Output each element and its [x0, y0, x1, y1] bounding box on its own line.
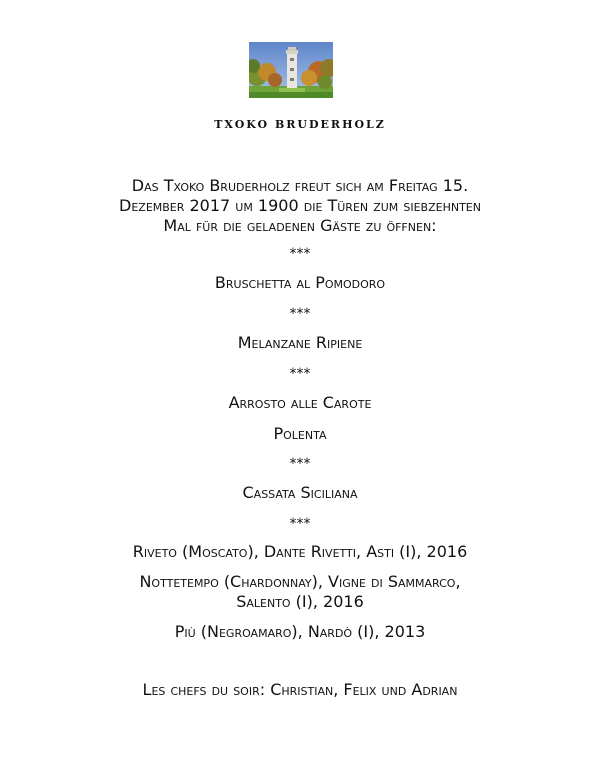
- separator: ***: [289, 306, 311, 322]
- intro-line-1: Das Txoko Bruderholz freut sich am Freitag 15.: [131, 176, 469, 195]
- wine-1: Riveto (Moscato), Dante Rivetti, Asti (I), 2016: [132, 542, 468, 561]
- wine-2-line-1: Nottetempo (Chardonnay), Vigne di Sammarco,: [139, 572, 461, 591]
- wine-3: Più (Negroamaro), Nardò (I), 2013: [174, 622, 426, 641]
- wine-2-line-2: Salento (I), 2016: [236, 592, 364, 611]
- separator: ***: [289, 516, 311, 532]
- course-starter: Bruschetta al Pomodoro: [214, 273, 386, 292]
- course-dessert: Cassata Siciliana: [242, 483, 358, 502]
- chefs-line: Les chefs du soir: Christian, Felix und Adrian: [142, 680, 458, 699]
- intro-line-2: Dezember 2017 um 1900 die Türen zum siebzehnten: [119, 196, 481, 215]
- separator: ***: [289, 456, 311, 472]
- course-side: Polenta: [273, 424, 327, 443]
- tower-photo: [249, 42, 333, 98]
- course-second: Melanzane Ripiene: [237, 333, 363, 352]
- course-main: Arrosto alle Carote: [228, 393, 372, 412]
- separator: ***: [289, 246, 311, 262]
- restaurant-title: TXOKO BRUDERHOLZ: [214, 118, 386, 131]
- separator: ***: [289, 366, 311, 382]
- intro-line-3: Mal für die geladenen Gäste zu öffnen:: [163, 216, 437, 235]
